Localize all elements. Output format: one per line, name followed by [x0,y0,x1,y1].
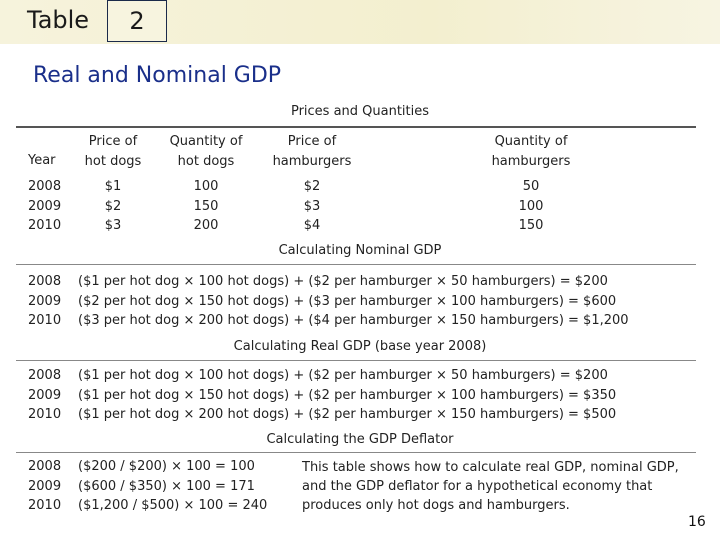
table-number-box [107,0,167,42]
table-cell: 50 [522,179,540,194]
table-cell: 2009 [28,198,62,214]
formula-line: ($1 per hot dog × 150 hot dogs) + ($2 per hamburger × 100 hamburgers) = $350 [78,387,617,403]
header-line: hamburgers [491,153,571,169]
year-cell: 2008 [28,274,62,289]
formula-line: ($3 per hot dog × 200 hot dogs) + ($4 per hamburger × 150 hamburgers) = $1,200 [78,313,629,328]
page-title: Real and Nominal GDP [33,63,282,88]
year-cell: 2010 [28,313,62,328]
table-description: This table shows how to calculate real GDP, nominal GDP, and the GDP deflator for a hypothetical economy that produces only hot dogs and hamburgers. [302,460,679,513]
header-qty-hotdogs [156,132,256,171]
section-rule [16,264,696,265]
table-cell: 100 [193,179,219,194]
section-heading-real: Calculating Real GDP (base year 2008) [233,339,487,354]
header-line: hot dogs [84,153,142,169]
top-rule [16,126,696,128]
table-cell: 2010 [28,218,62,233]
header-price-hamburgers [256,132,368,171]
year-cell: 2008 [28,459,62,474]
real-years [28,366,61,425]
table-number: 2 [129,7,145,35]
table-cell: 2008 [28,179,62,194]
header-line: Quantity of [169,134,243,149]
deflator-years [28,457,61,516]
formula-line: ($2 per hot dog × 150 hot dogs) + ($3 per hamburger × 100 hamburgers) = $600 [78,293,617,309]
real-formulas [78,366,688,425]
section-heading-deflator: Calculating the GDP Deflator [266,432,454,447]
prices-col-qty-hotdogs [156,177,256,236]
table-cell: 150 [518,218,544,233]
table-cell: $3 [104,218,122,233]
year-cell: 2009 [28,478,62,494]
year-cell: 2010 [28,498,62,513]
prices-col-qty-hamburgers [470,177,592,236]
prices-years [28,177,61,236]
table-cell: 150 [193,198,219,214]
nominal-years [28,272,61,331]
year-cell: 2010 [28,407,62,422]
section-heading-prices: Prices and Quantities [290,104,430,119]
header-line: Price of [88,134,138,149]
formula-line: ($1 per hot dog × 100 hot dogs) + ($2 per hamburger × 50 hamburgers) = $200 [78,274,608,289]
header-line: hamburgers [272,153,352,169]
formula-line: ($1,200 / $500) × 100 = 240 [78,498,268,513]
prices-col-price-hamburgers [256,177,368,236]
section-rule [16,452,696,453]
formula-line: ($600 / $350) × 100 = 171 [78,478,255,494]
table-label: Table [27,6,90,34]
nominal-formulas [78,272,688,331]
section-heading-nominal: Calculating Nominal GDP [278,243,442,258]
section-rule [16,360,696,361]
table-cell: $4 [303,218,321,233]
header-year: Year [28,153,56,168]
table-cell: $3 [303,198,321,214]
year-cell: 2008 [28,368,62,383]
year-cell: 2009 [28,387,62,403]
deflator-formulas [78,457,288,516]
formula-line: ($1 per hot dog × 200 hot dogs) + ($2 per hamburger × 150 hamburgers) = $500 [78,407,617,422]
header-qty-hamburgers [470,132,592,171]
table-cell: 100 [518,198,544,214]
table-cell: $1 [104,179,122,194]
table-cell: $2 [303,179,321,194]
header-price-hotdogs [70,132,156,171]
table-cell: $2 [104,198,122,214]
formula-line: ($1 per hot dog × 100 hot dogs) + ($2 per hamburger × 50 hamburgers) = $200 [78,368,608,383]
formula-line: ($200 / $200) × 100 = 100 [78,459,255,474]
header-line: Quantity of [494,134,568,149]
table-cell: 200 [193,218,219,233]
year-cell: 2009 [28,293,62,309]
header-line: hot dogs [177,153,235,169]
page-number: 16 [688,514,706,530]
header-line: Price of [287,134,337,149]
prices-col-price-hotdogs [70,177,156,236]
